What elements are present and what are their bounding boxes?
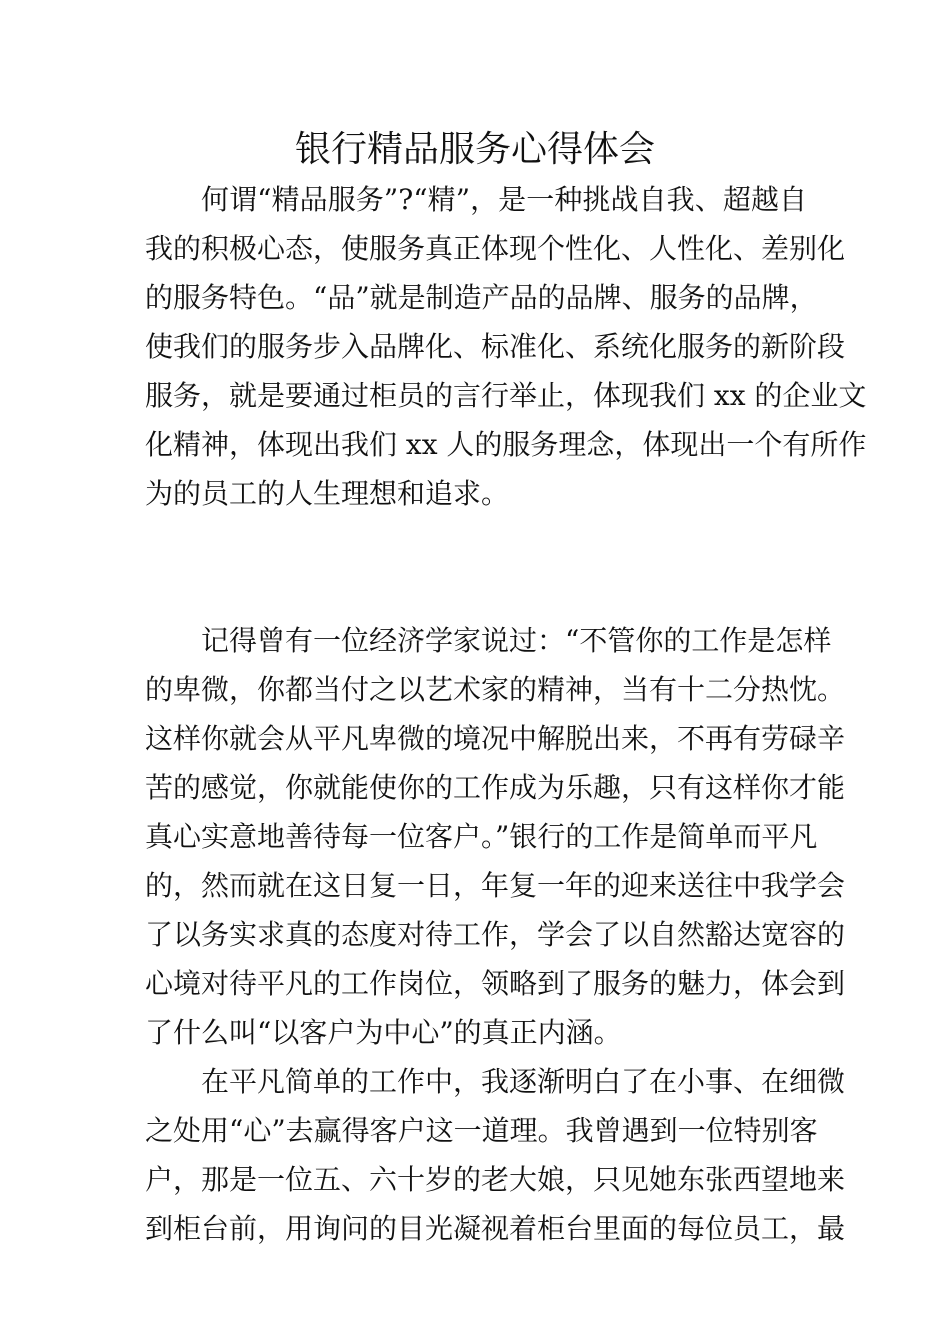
- paragraph-line: 的，然而就在这日复一日，年复一年的迎来送往中我学会: [145, 869, 846, 902]
- paragraph-line: 苦的感觉，你就能使你的工作成为乐趣，只有这样你才能: [145, 771, 846, 804]
- paragraph-gap: [145, 518, 807, 567]
- paragraph-line: 的卑微，你都当付之以艺术家的精神，当有十二分热忱。: [145, 673, 846, 706]
- paragraph-line: 服务，就是要通过柜员的言行举止，体现我们 xx 的企业文: [145, 379, 867, 412]
- document-body: [145, 175, 867, 1253]
- paragraph-line: 心境对待平凡的工作岗位，领略到了服务的魅力，体会到: [145, 967, 846, 1000]
- paragraph-line: 真心实意地善待每一位客户。”银行的工作是简单而平凡: [145, 820, 818, 853]
- paragraph-line: 了什么叫“以客户为中心”的真正内涵。: [145, 1016, 622, 1049]
- paragraph-line: 这样你就会从平凡卑微的境况中解脱出来，不再有劳碌辛: [145, 722, 846, 755]
- paragraph-line: 化精神，体现出我们 xx 人的服务理念，体现出一个有所作: [145, 428, 867, 461]
- paragraph-line: 的服务特色。“品”就是制造产品的品牌、服务的品牌，: [145, 281, 818, 314]
- paragraph-2: [145, 616, 846, 1057]
- paragraph-3: [145, 1057, 846, 1253]
- paragraph-line: 之处用“心”去赢得客户这一道理。我曾遇到一位特别客: [145, 1114, 818, 1147]
- paragraph-line: 在平凡简单的工作中，我逐渐明白了在小事、在细微: [201, 1065, 846, 1098]
- paragraph-line: 何谓“精品服务”?“精”，是一种挑战自我、超越自: [201, 183, 807, 216]
- paragraph-line: 户，那是一位五、六十岁的老大娘，只见她东张西望地来: [145, 1163, 846, 1196]
- paragraph-line: 到柜台前，用询问的目光凝视着柜台里面的每位员工，最: [145, 1212, 846, 1245]
- paragraph-line: 为的员工的人生理想和追求。: [145, 477, 510, 510]
- paragraph-gap: [145, 567, 807, 616]
- document-title: 银行精品服务心得体会: [294, 129, 655, 170]
- paragraph-line: 使我们的服务步入品牌化、标准化、系统化服务的新阶段: [145, 330, 846, 363]
- paragraph-line: 我的积极心态，使服务真正体现个性化、人性化、差别化: [145, 232, 846, 265]
- paragraph-line: 了以务实求真的态度对待工作，学会了以自然豁达宽容的: [145, 918, 846, 951]
- paragraph-line: 记得曾有一位经济学家说过：“不管你的工作是怎样: [201, 624, 832, 657]
- paragraph-1: [145, 175, 867, 518]
